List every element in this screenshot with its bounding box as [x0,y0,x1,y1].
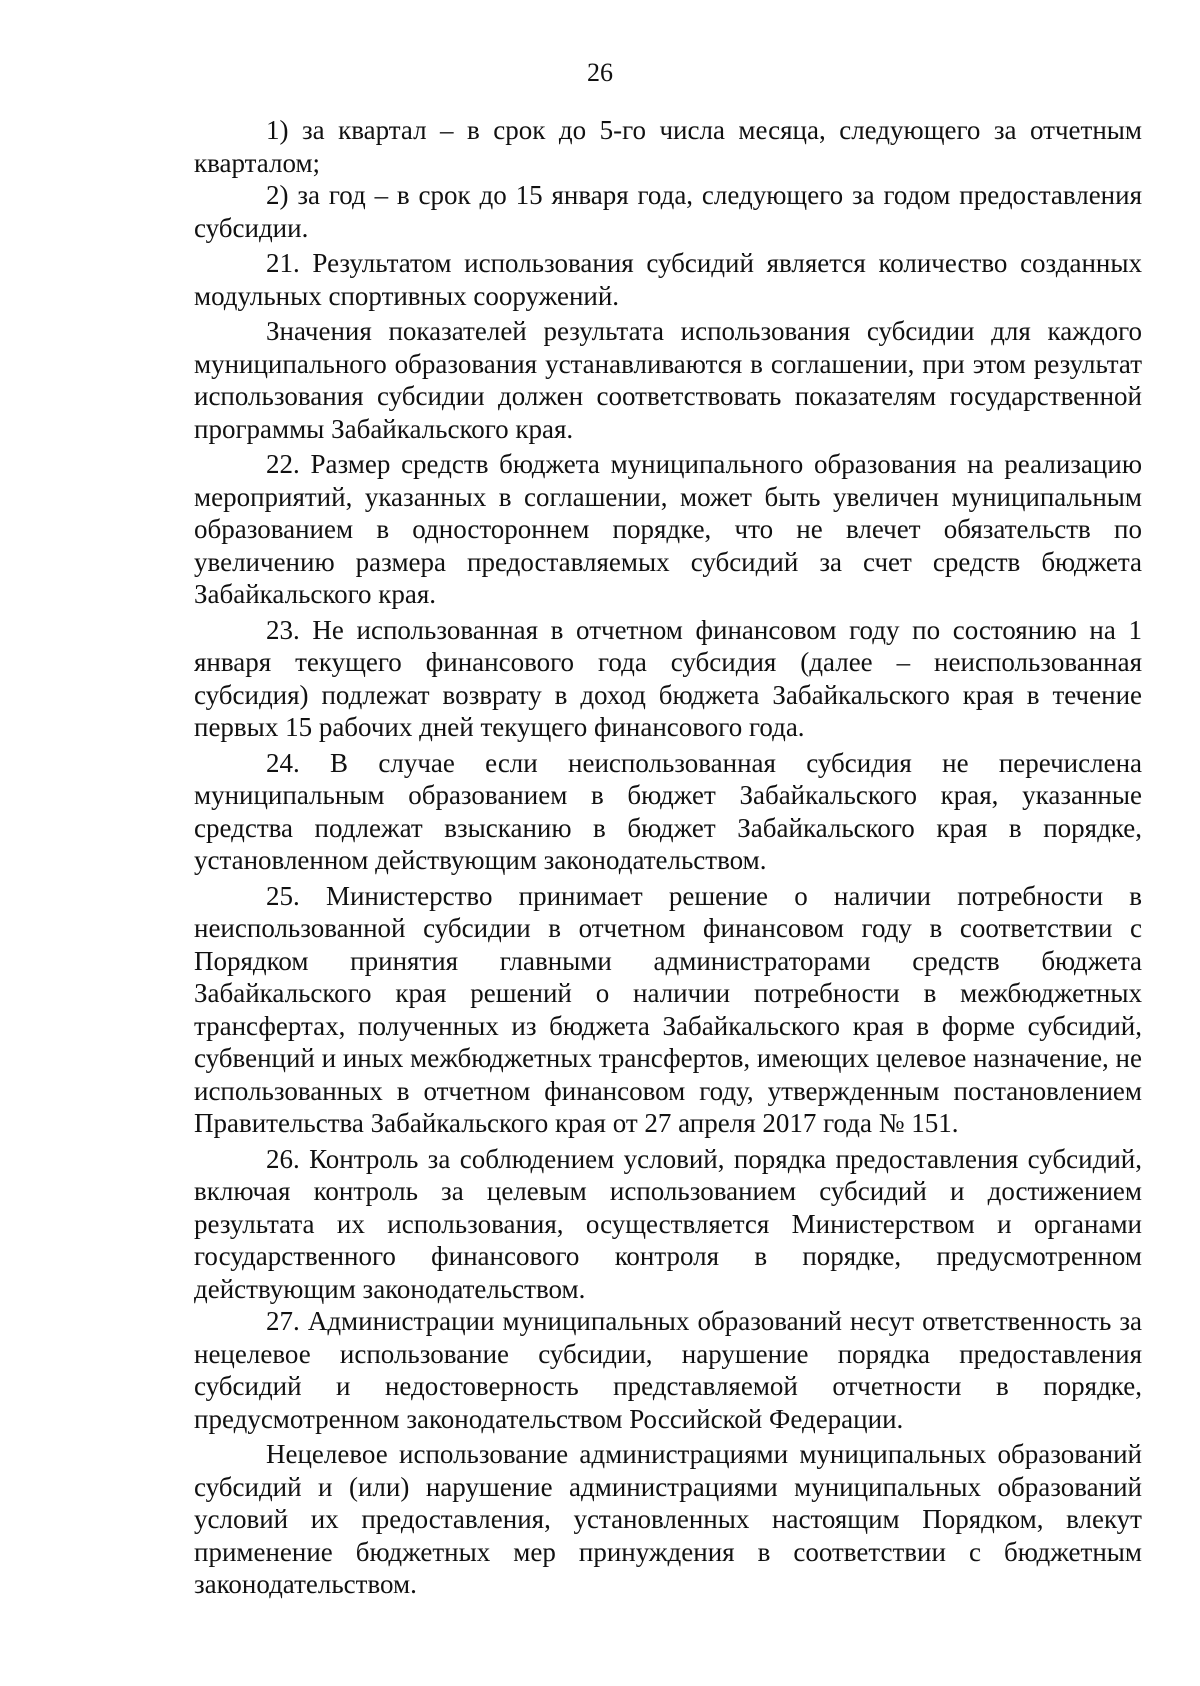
paragraph-27: 27. Администрации муниципальных образований несут ответственность за нецелевое использование субсидии, нарушение порядка предоставления субсидий и недостоверность представляемой отчетности в порядке, предусмотренном законодательством Российской Федерации. [194,1306,1142,1434]
page-number: 26 [587,58,613,87]
paragraph-year-report: 2) за год – в срок до 15 января года, следующего за годом предоставления субсидии. [194,180,1142,243]
paragraph-22: 22. Размер средств бюджета муниципального образования на реализацию мероприятий, указанных в соглашении, может быть увеличен муниципальным образованием в одностороннем порядке, что не влечет обязательств по увеличению размера предоставляемых субсидий за счет средств бюджета Забайкальского края. [194,449,1142,609]
paragraph-24: 24. В случае если неиспользованная субсидия не перечислена муниципальным образованием в бюджет Забайкальского края, указанные средства подлежат взысканию в бюджет Забайкальского края в порядке, установленном действующим законодательством. [194,747,1142,875]
paragraph-23: 23. Не использованная в отчетном финансовом году по состоянию на 1 января текущего финансового года субсидия (далее – неиспользованная субсидия) подлежат возврату в доход бюджета Забайкальского края в течение первых 15 рабочих дней текущего финансового года. [194,614,1142,742]
paragraph-indicator-values: Значения показателей результата использования субсидии для каждого муниципального образования устанавливаются в соглашении, при этом результат использования субсидии должен соответствовать показателям государственной программы Забайкальского края. [194,316,1142,444]
document-body [194,114,1142,1604]
paragraph-25: 25. Министерство принимает решение о наличии потребности в неиспользованной субсидии в отчетном финансовом году в соответствии с Порядком принятия главными администраторами средств бюджета Забайкальского края решений о наличии потребности в межбюджетных трансфертах, полученных из бюджета Забайкальского края в форме субсидий, субвенций и иных межбюджетных трансфертов, имеющих целевое назначение, не использованных в отчетном финансовом году, утвержденным постановлением Правительства Забайкальского края от 27 апреля 2017 года № 151. [194,880,1142,1138]
paragraph-quarter-report: 1) за квартал – в срок до 5-го числа месяца, следующего за отчетным кварталом; [194,115,1142,178]
paragraph-misuse: Нецелевое использование администрациями муниципальных образований субсидий и (или) нарушение администрациями муниципальных образований условий их предоставления, установленных настоящим Порядком, влекут применение бюджетных мер принуждения в соответствии с бюджетным законодательством. [194,1439,1142,1599]
paragraph-21: 21. Результатом использования субсидий является количество созданных модульных спортивных сооружений. [194,248,1142,311]
paragraph-26: 26. Контроль за соблюдением условий, порядка предоставления субсидий, включая контроль за целевым использованием субсидий и достижением результата их использования, осуществляется Министерством и органами государственного финансового контроля в порядке, предусмотренном действующим законодательством. [194,1143,1142,1304]
